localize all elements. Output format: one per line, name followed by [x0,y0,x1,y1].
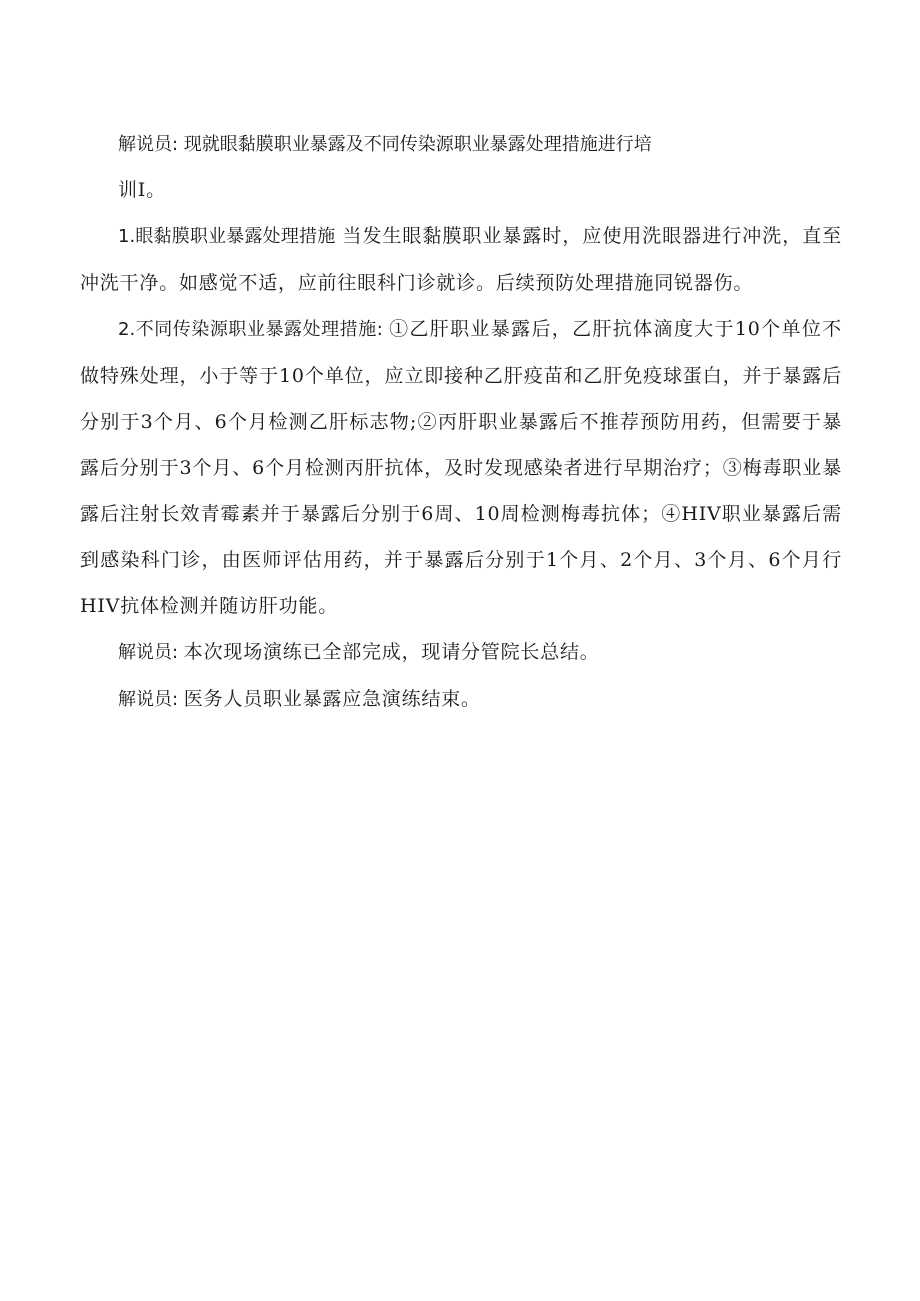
item2-paragraph [80,306,842,629]
item2-separator: : [376,319,390,340]
closing2-paragraph [80,676,842,723]
document-page [80,126,842,723]
intro-speaker: 解说员 [118,134,172,155]
closing2-speaker: 解说员 [118,689,172,710]
closing2-text: 医务人员职业暴露应急演练结束。 [183,688,481,710]
item2-text: ①乙肝职业暴露后，乙肝抗体滴度大于10个单位不做特殊处理，小于等于10个单位，应立即接种乙肝疫苗和乙肝免疫球蛋白，并于暴露后分别于3个月、6个月检测乙肝标志物;②丙肝职业暴露后不推荐预防用药，但需要于暴露后分别于3个月、6个月检测丙肝抗体，及时发现感染者进行早期治疗；③梅毒职业暴露后注射长效青霉素并于暴露后分别于6周、10周检测梅毒抗体；④HIV职业暴露后需到感染科门诊，由医师评估用药，并于暴露后分别于1个月、2个月、3个月、6个月行HIV抗体检测并随访肝功能。 [80,318,842,617]
closing1-text: 本次现场演练已全部完成，现请分管院长总结。 [183,641,600,663]
intro-text: 现就眼黏膜职业暴露及不同传染源职业暴露处理措施进行培 [183,134,652,155]
closing2-separator: : [172,689,184,710]
closing1-speaker: 解说员 [118,642,172,663]
item2-heading: 2.不同传染源职业暴露处理措施 [118,319,377,340]
item1-heading: 1.眼黏膜职业暴露处理措施 [118,226,336,247]
closing1-separator: : [172,642,184,663]
closing1-paragraph [80,629,842,676]
intro-separator: : [172,134,184,155]
intro-continuation [80,167,842,213]
item1-text: 当发生眼黏膜职业暴露时，应使用洗眼器进行冲洗，直至冲洗干净。如感觉不适，应前往眼科门诊就诊。后续预防处理措施同锐器伤。 [80,225,842,294]
intro-paragraph [80,126,842,163]
item1-paragraph [80,213,842,306]
intro-cont-text: 训I。 [118,179,166,201]
